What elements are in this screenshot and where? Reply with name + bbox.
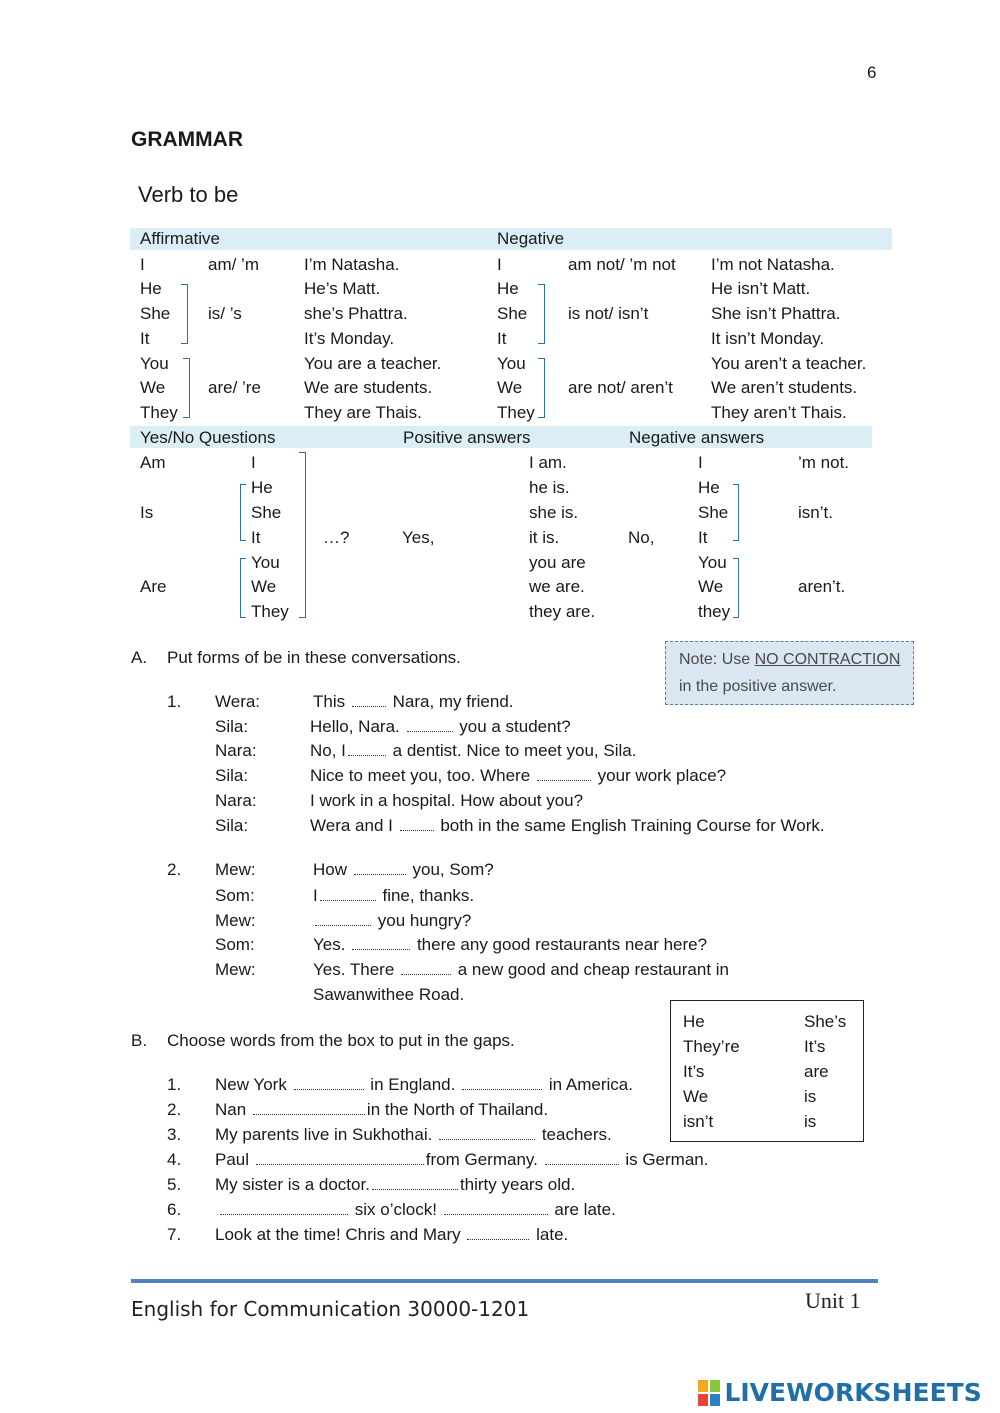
speaker: Mew:: [215, 911, 256, 930]
section-title: Verb to be: [138, 182, 239, 207]
word: It’s: [683, 1062, 705, 1081]
neg-subject: It: [497, 329, 507, 348]
neg-subject: We: [497, 378, 523, 397]
dialogue-line: [310, 816, 825, 836]
bracket-right: [181, 284, 188, 344]
neg-example: She isn’t Phattra.: [711, 304, 841, 323]
answer-gap[interactable]: [372, 1175, 458, 1190]
text: My parents live in Sukhothai.: [215, 1125, 433, 1144]
word: They’re: [683, 1037, 740, 1056]
bracket-right: [183, 358, 190, 418]
aff-verb: is/ ’s: [208, 304, 242, 323]
bracket-right: [733, 558, 739, 618]
neg-verb: am not/ ’m not: [568, 255, 676, 274]
text: a dentist. Nice to meet you, Sila.: [392, 741, 637, 760]
neg-answer-subject: I: [698, 453, 703, 472]
pos-answer: they are.: [529, 602, 596, 621]
neg-subject: They: [497, 403, 535, 422]
aff-example: We are students.: [304, 378, 433, 397]
bracket-right: [538, 358, 545, 418]
q-subject: He: [251, 478, 273, 497]
text: How: [313, 860, 348, 879]
dialogue-line: [310, 741, 636, 761]
dialogue-line: [313, 886, 474, 906]
neg-example: You aren’t a teacher.: [711, 354, 867, 373]
answer-gap[interactable]: [354, 860, 406, 875]
exercise-line: [215, 1150, 708, 1170]
aff-subject: I: [140, 255, 145, 274]
text: both in the same English Training Course for Work.: [440, 816, 825, 835]
exercise-line: [215, 1175, 575, 1195]
grammar-title: GRAMMAR: [131, 128, 243, 151]
yes-word: Yes,: [402, 528, 435, 547]
speaker: Mew:: [215, 860, 256, 879]
aff-example: It’s Monday.: [304, 329, 395, 348]
aff-subject: We: [140, 378, 166, 397]
questions-header: Yes/No Questions: [140, 428, 276, 447]
speaker: Nara:: [215, 741, 257, 760]
note-box: [665, 641, 914, 705]
speaker: Som:: [215, 886, 255, 905]
item-number: 7.: [167, 1225, 182, 1244]
text: you hungry?: [377, 911, 472, 930]
speaker: Sila:: [215, 816, 249, 835]
text: Nara, my friend.: [392, 692, 514, 711]
text: you a student?: [459, 717, 571, 736]
aff-example: I’m Natasha.: [304, 255, 400, 274]
bracket-left: [240, 558, 246, 618]
note-pre: Note: Use: [679, 651, 755, 668]
section-b-letter: B.: [131, 1031, 148, 1050]
neg-form: aren’t.: [798, 577, 846, 596]
aff-example: They are Thais.: [304, 403, 422, 422]
text: Wera and I: [310, 816, 393, 835]
exercise-line: [215, 1125, 612, 1145]
neg-example: We aren’t students.: [711, 378, 858, 397]
text: No, I: [310, 741, 346, 760]
exercise-line: [215, 1075, 633, 1095]
bracket-left: [240, 484, 246, 541]
dialogue-line: [313, 911, 471, 931]
aff-verb: am/ ’m: [208, 255, 259, 274]
no-word: No,: [628, 528, 655, 547]
answer-gap[interactable]: [220, 1200, 348, 1215]
pos-answer: you are: [529, 553, 586, 572]
answer-gap[interactable]: [253, 1100, 365, 1115]
dialogue-line: [313, 960, 729, 980]
pos-answer: he is.: [529, 478, 570, 497]
neg-subject: You: [497, 354, 526, 373]
q-mark: …?: [323, 528, 350, 547]
aff-subject: She: [140, 304, 171, 323]
neg-example: They aren’t Thais.: [711, 403, 847, 422]
answer-gap[interactable]: [462, 1075, 542, 1090]
word: is: [804, 1112, 817, 1131]
neg-example: It isn’t Monday.: [711, 329, 825, 348]
answer-gap[interactable]: [439, 1125, 535, 1140]
aff-example: she’s Phattra.: [304, 304, 408, 323]
neg-form: ’m not.: [798, 453, 850, 472]
text: in England.: [370, 1075, 456, 1094]
bracket-right: [733, 484, 739, 541]
text: you, Som?: [412, 860, 494, 879]
text: is German.: [625, 1150, 709, 1169]
page-number: 6: [867, 63, 877, 82]
answer-gap[interactable]: [348, 741, 386, 756]
neg-subject: He: [497, 279, 519, 298]
bracket-right: [538, 284, 545, 344]
item-number: 6.: [167, 1200, 182, 1219]
item-number: 5.: [167, 1175, 182, 1194]
q-verb-am: Am: [140, 453, 166, 472]
text: a new good and cheap restaurant in: [457, 960, 730, 979]
item-number: 2.: [167, 860, 182, 879]
neg-answer-subject: It: [698, 528, 708, 547]
section-a-letter: A.: [131, 648, 148, 667]
text: Yes.: [313, 935, 346, 954]
aff-verb: are/ ’re: [208, 378, 261, 397]
answer-gap[interactable]: [315, 911, 371, 926]
answer-gap[interactable]: [467, 1225, 529, 1240]
section-b-instruction: Choose words from the box to put in the gaps.: [167, 1031, 515, 1050]
text: This: [313, 692, 346, 711]
note-line-1: [679, 651, 900, 669]
q-subject: You: [251, 553, 280, 572]
q-subject: We: [251, 577, 277, 596]
neg-answer-subject: You: [698, 553, 727, 572]
exercise-line: [215, 1225, 568, 1245]
answer-gap[interactable]: [537, 766, 591, 781]
speaker: Wera:: [215, 692, 261, 711]
q-subject: I: [251, 453, 256, 472]
text: fine, thanks.: [382, 886, 475, 905]
dialogue-line: Sawanwithee Road.: [313, 985, 465, 1004]
speaker: Nara:: [215, 791, 257, 810]
text: My sister is a doctor.: [215, 1175, 370, 1194]
text: late.: [536, 1225, 569, 1244]
footer-course: English for Communication 30000-1201: [131, 1297, 530, 1321]
section-a-instruction: Put forms of be in these conversations.: [167, 648, 461, 667]
speaker: Sila:: [215, 766, 249, 785]
text: from Germany.: [425, 1150, 538, 1169]
dialogue-line: [310, 766, 726, 786]
speaker: Som:: [215, 935, 255, 954]
neg-answer-subject: they: [698, 602, 731, 621]
word: She’s: [804, 1012, 847, 1031]
text: there any good restaurants near here?: [416, 935, 708, 954]
speaker: Sila:: [215, 717, 249, 736]
word-box: [670, 1000, 864, 1142]
logo-icon: [698, 1380, 720, 1406]
dialogue-line: [313, 860, 494, 880]
word: are: [804, 1062, 829, 1081]
text: Paul: [215, 1150, 250, 1169]
note-line-2: in the positive answer.: [679, 678, 837, 695]
word: He: [683, 1012, 705, 1031]
neg-subject: I: [497, 255, 502, 274]
word: is: [804, 1087, 817, 1106]
dialogue-line: [313, 935, 707, 955]
text: Yes. There: [313, 960, 395, 979]
text: Nice to meet you, too. Where: [310, 766, 531, 785]
pos-answer: I am.: [529, 453, 567, 472]
liveworksheets-logo: [698, 1378, 982, 1407]
neg-verb: is not/ isn’t: [568, 304, 649, 323]
answer-gap[interactable]: [407, 717, 453, 732]
bracket-right: [299, 452, 306, 618]
item-number: 2.: [167, 1100, 182, 1119]
dialogue-line: I work in a hospital. How about you?: [310, 791, 584, 810]
text: teachers.: [541, 1125, 612, 1144]
affirmative-header: Affirmative: [140, 229, 220, 248]
dialogue-line: [313, 692, 514, 712]
pos-answer: she is.: [529, 503, 579, 522]
q-subject: She: [251, 503, 282, 522]
aff-subject: He: [140, 279, 162, 298]
aff-example: He’s Matt.: [304, 279, 381, 298]
footer-unit: Unit 1: [805, 1288, 861, 1313]
aff-subject: You: [140, 354, 169, 373]
answer-gap[interactable]: [545, 1150, 619, 1165]
answer-gap[interactable]: [352, 935, 410, 950]
text: in America.: [548, 1075, 633, 1094]
word: It’s: [804, 1037, 826, 1056]
item-number: 4.: [167, 1150, 182, 1169]
neg-answer-subject: She: [698, 503, 729, 522]
answer-gap[interactable]: [352, 692, 386, 707]
exercise-line: [215, 1100, 548, 1120]
answer-gap[interactable]: [256, 1150, 424, 1165]
aff-subject: It: [140, 329, 150, 348]
pos-answer: we are.: [529, 577, 585, 596]
note-no-contraction: NO CONTRACTION: [754, 651, 901, 668]
pos-answer: it is.: [529, 528, 560, 547]
answer-gap[interactable]: [400, 816, 434, 831]
answer-gap[interactable]: [294, 1075, 364, 1090]
text: thirty years old.: [459, 1175, 576, 1194]
speaker: Mew:: [215, 960, 256, 979]
dialogue-line: [310, 717, 571, 737]
item-number: 1.: [167, 692, 182, 711]
neg-verb: are not/ aren’t: [568, 378, 673, 397]
neg-form: isn’t.: [798, 503, 833, 522]
neg-example: I’m not Natasha.: [711, 255, 835, 274]
answer-gap[interactable]: [320, 886, 376, 901]
neg-example: He isn’t Matt.: [711, 279, 811, 298]
text: Nan: [215, 1100, 247, 1119]
footer-rule: [131, 1279, 878, 1283]
item-number: 3.: [167, 1125, 182, 1144]
neg-answer-subject: We: [698, 577, 724, 596]
answer-gap[interactable]: [401, 960, 451, 975]
item-number: 1.: [167, 1075, 182, 1094]
answer-gap[interactable]: [444, 1200, 548, 1215]
negative-answers-header: Negative answers: [629, 428, 765, 447]
q-subject: It: [251, 528, 261, 547]
logo-text: LIVEWORKSHEETS: [724, 1378, 982, 1407]
text: six o’clock!: [354, 1200, 437, 1219]
text: are late.: [554, 1200, 616, 1219]
q-verb-is: Is: [140, 503, 154, 522]
aff-subject: They: [140, 403, 178, 422]
text: Hello, Nara.: [310, 717, 400, 736]
text: in the North of Thailand.: [366, 1100, 549, 1119]
q-verb-are: Are: [140, 577, 167, 596]
neg-answer-subject: He: [698, 478, 720, 497]
text: Look at the time! Chris and Mary: [215, 1225, 461, 1244]
text: New York: [215, 1075, 287, 1094]
exercise-line: [218, 1200, 616, 1220]
aff-example: You are a teacher.: [304, 354, 442, 373]
q-subject: They: [251, 602, 289, 621]
word: We: [683, 1087, 709, 1106]
negative-header: Negative: [497, 229, 565, 248]
positive-answers-header: Positive answers: [403, 428, 531, 447]
word: isn’t: [683, 1112, 714, 1131]
text: your work place?: [597, 766, 727, 785]
neg-subject: She: [497, 304, 528, 323]
text: I: [313, 886, 318, 905]
